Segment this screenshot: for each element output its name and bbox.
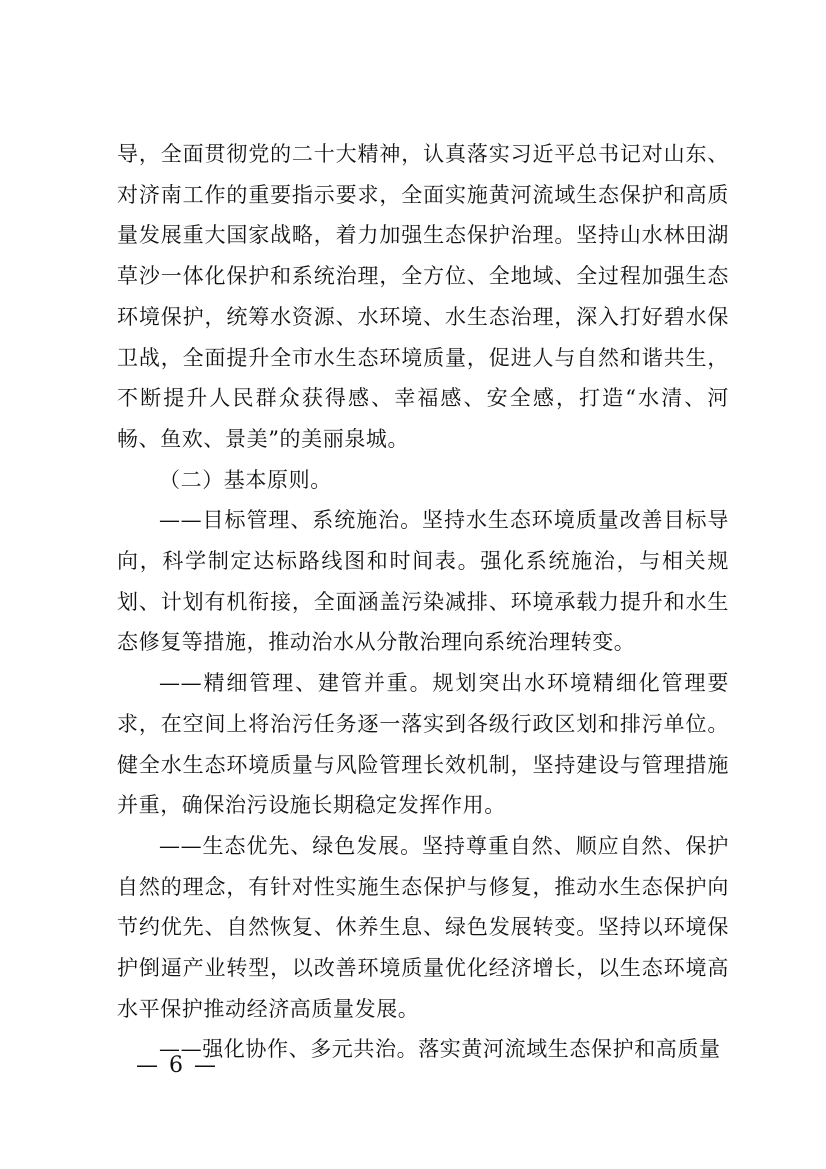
- document-body: [117, 134, 729, 1070]
- section-heading-basic-principles: （二）基本原则。: [159, 467, 332, 492]
- paragraph-principle-fine-management: ——精细管理、建管并重。规划突出水环境精细化管理要求，在空间上将治污任务逐一落实到各级行政区划和排污单位。健全水生态环境质量与风险管理长效机制，坚持建设与管理措施并重，确保治污设施长期稳定发挥作用。: [117, 671, 729, 818]
- paragraph-principle-goal-management: ——目标管理、系统施治。坚持水生态环境质量改善目标导向，科学制定达标路线图和时间表。强化系统施治，与相关规划、计划有机衔接，全面涵盖污染减排、环境承载力提升和水生态修复等措施，推动治水从分散治理向系统治理转变。: [117, 508, 729, 655]
- page-number: — 6 —: [136, 1053, 218, 1078]
- paragraph-principle-collaboration: ——强化协作、多元共治。落实黄河流域生态保护和高质量: [159, 1037, 721, 1062]
- paragraph-principle-ecology-first: ——生态优先、绿色发展。坚持尊重自然、顺应自然、保护自然的理念，有针对性实施生态保护与修复，推动水生态保护向节约优先、自然恢复、休养生息、绿色发展转变。坚持以环境保护倒逼产业转型，以改善环境质量优化经济增长，以生态环境高水平保护推动经济高质量发展。: [117, 833, 729, 1021]
- paragraph-intro-continuation: 导，全面贯彻党的二十大精神，认真落实习近平总书记对山东、对济南工作的重要指示要求，全面实施黄河流域生态保护和高质量发展重大国家战略，着力加强生态保护治理。坚持山水林田湖草沙一体化保护和系统治理，全方位、全地域、全过程加强生态环境保护，统筹水资源、水环境、水生态治理，深入打好碧水保卫战，全面提升全市水生态环境质量，促进人与自然和谐共生，不断提升人民群众获得感、幸福感、安全感，打造“水清、河畅、鱼欢、景美”的美丽泉城。: [117, 142, 729, 451]
